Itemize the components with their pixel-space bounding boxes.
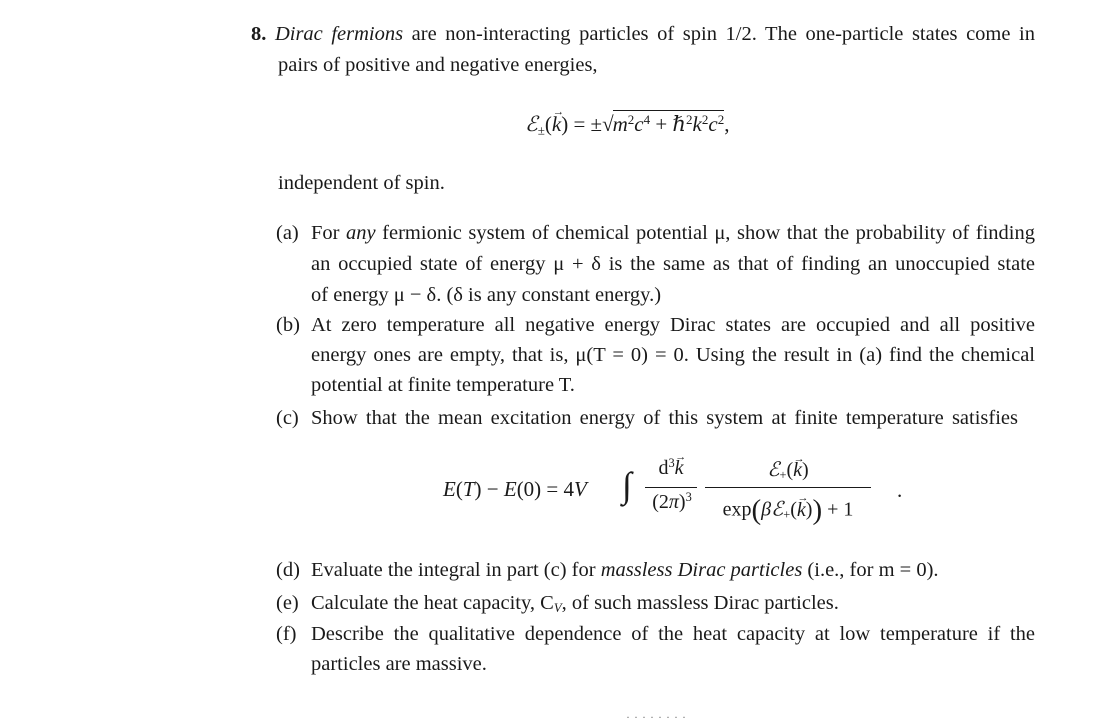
part-d-label: (d) (276, 559, 300, 581)
part-a-emphasis: any (346, 222, 376, 244)
part-a-line1 (311, 220, 1035, 246)
part-f-line2: particles are massive. (311, 653, 487, 675)
part-b-line3: potential at finite temperature T. (311, 374, 575, 396)
part-b-label: (b) (276, 314, 300, 336)
energy-dispersion-equation: ℰ$_\pm$(k →) = $\pm√m^2c^4$ + $\hbar^2k^2c^2$, (525, 110, 729, 137)
problem-number: 8. (251, 23, 267, 45)
part-c-label: (c) (276, 407, 299, 429)
energy-numerator: ℰ$_+$(k →) (705, 457, 871, 482)
part-e-line1 (311, 590, 839, 616)
part-e-label: (e) (276, 592, 299, 614)
equation-lhs: E(T) − E(0) = 4V (443, 477, 587, 501)
problem-intro-line1 (251, 21, 1035, 47)
equation-period: . (897, 478, 903, 502)
part-d-line1 (311, 557, 939, 583)
measure-fraction-bar (645, 487, 697, 488)
part-b-line2: energy ones are empty, that is, μ(T = 0) = 0. Using the result in (a) find the chemical (311, 344, 1035, 366)
measure-numerator: $d^3k$ → (645, 457, 697, 480)
part-b-line1: At zero temperature all negative energy Dirac states are occupied and all positive (311, 314, 1035, 336)
integral-sign: ∫ (622, 465, 632, 505)
after-equation-text: independent of spin. (278, 172, 445, 194)
part-a-pre: For (311, 222, 347, 244)
problem-title: Dirac fermions (274, 23, 404, 45)
problem-intro-rest: are non-interacting particles of spin 1/2. The one-particle states come in (403, 23, 1035, 45)
part-a-line2: an occupied state of energy μ + δ is the same as that of finding an unoccupied state (311, 253, 1035, 275)
problem-intro-line2: pairs of positive and negative energies, (278, 54, 598, 76)
part-a-label: (a) (276, 222, 299, 244)
part-d-emphasis: massless Dirac particles (600, 559, 803, 581)
part-f-label: (f) (276, 623, 297, 645)
part-e-text: Calculate the heat capacity, C (311, 592, 554, 614)
part-f-line1: Describe the qualitative dependence of the heat capacity at low temperature if the (311, 623, 1035, 645)
part-e-post: , of such massless Dirac particles. (561, 592, 839, 614)
part-e-subscript: V (553, 601, 562, 616)
part-d-post: (i.e., for m = 0). (802, 559, 939, 581)
measure-denominator: $(2\pi)^3$ (652, 490, 692, 513)
part-c-line1: Show that the mean excitation energy of this system at finite temperature satisfies (311, 407, 1018, 429)
occupation-fraction-bar (705, 487, 871, 488)
part-d-pre: Evaluate the integral in part (c) for (311, 559, 601, 581)
occupation-denominator: exp(βℰ$_+$(k →)) + 1 (705, 494, 871, 527)
page-bottom-dots: ········ (626, 710, 690, 724)
part-a-post: fermionic system of chemical potential μ, show that the probability of finding (375, 222, 1036, 244)
part-a-line3: of energy μ − δ. (δ is any constant energy.) (311, 284, 662, 306)
